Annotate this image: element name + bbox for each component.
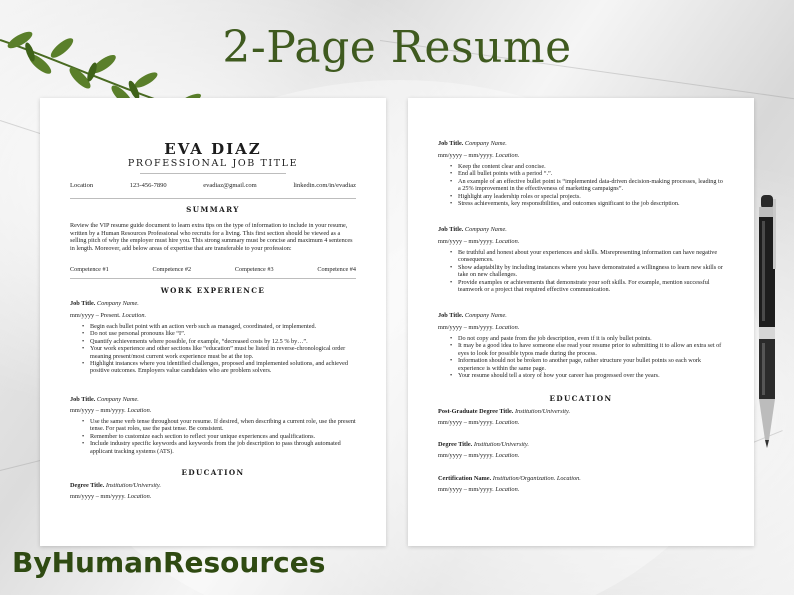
job-title: Job Title. bbox=[438, 226, 464, 233]
pen-icon bbox=[752, 195, 782, 450]
work-experience-heading: WORK EXPERIENCE bbox=[160, 286, 266, 295]
contact-location: Location bbox=[70, 182, 94, 189]
brand-name: ByHumanResources bbox=[12, 546, 326, 579]
job-title: Job Title. bbox=[70, 396, 96, 403]
job-dates-line bbox=[438, 238, 519, 245]
job-bullets bbox=[80, 323, 356, 375]
education-title-line bbox=[70, 482, 161, 489]
divider bbox=[70, 278, 356, 279]
bullet-item: • Keep the content clear and concise. bbox=[448, 163, 724, 170]
competence-item: Competence #2 bbox=[152, 266, 192, 273]
bullet-item: • Your resume should tell a story of how your career has progressed over the years. bbox=[448, 372, 724, 379]
institution: Institution/University. bbox=[105, 482, 161, 489]
resume-job-title: PROFESSIONAL JOB TITLE bbox=[127, 158, 299, 169]
bullet-item: • It may be a good idea to have someone else read your resume prior to submitting it to allow an extra set of eyes to look for possible typos made during the process. bbox=[448, 342, 724, 357]
bullet-item: • An example of an effective bullet point is “implemented data-driven decision-making processes, leading to a 25% improvement in the effectiveness of marketing campaigns”. bbox=[448, 178, 724, 193]
job-dates: mm/yyyy – Present. bbox=[70, 312, 121, 319]
bullet-item: • Your work experience and other sections like “education” must be listed in reverse-chronological order meaning present/most current work experience must be at the top. bbox=[80, 345, 356, 360]
resume-page-2 bbox=[408, 98, 754, 546]
institution: Institution/University. bbox=[473, 441, 529, 448]
company-name: Company Name. bbox=[96, 300, 139, 307]
institution: Institution/University. bbox=[514, 408, 571, 415]
bullet-item: • Quantify achievements where possible, for example, “decreased costs by 12.5 % by…”. bbox=[80, 338, 356, 345]
education-dates: mm/yyyy – mm/yyyy. bbox=[70, 493, 126, 500]
job-title: Job Title. bbox=[70, 300, 96, 307]
job-location: Location. bbox=[495, 238, 520, 245]
job-title: Job Title. bbox=[438, 312, 464, 319]
education-dates: mm/yyyy – mm/yyyy. bbox=[438, 486, 494, 493]
headline-title: 2-Page Resume bbox=[222, 22, 572, 73]
job-title-line bbox=[438, 312, 507, 319]
job-bullets bbox=[80, 418, 356, 455]
education-dates: mm/yyyy – mm/yyyy. bbox=[438, 452, 494, 459]
resume-page-1 bbox=[40, 98, 386, 546]
bullet-item: • Remember to customize each section to reflect your unique experiences and qualifications. bbox=[80, 433, 356, 440]
bullet-item: • Do not copy and paste from the job description, even if it is only bullet points. bbox=[448, 335, 724, 342]
education-dates-line bbox=[438, 452, 519, 459]
job-title-line bbox=[70, 300, 139, 307]
certification-title: Certification Name. bbox=[438, 475, 492, 482]
education-dates-line bbox=[438, 419, 519, 426]
bullet-item: • Use the same verb tense throughout your resume. If desired, when describing a current role, use the present tense. For past roles, use the past tense. Be consistent. bbox=[80, 418, 356, 433]
job-dates-line bbox=[438, 324, 519, 331]
company-name: Company Name. bbox=[464, 226, 507, 233]
education-location: Location. bbox=[495, 419, 520, 426]
job-dates-line bbox=[70, 407, 151, 414]
bullet-item: • Highlight any leadership roles or special projects. bbox=[448, 193, 724, 200]
job-location: Location. bbox=[127, 407, 152, 414]
job-dates: mm/yyyy – mm/yyyy. bbox=[438, 324, 494, 331]
summary-heading: SUMMARY bbox=[186, 205, 240, 214]
job-dates: mm/yyyy – mm/yyyy. bbox=[438, 152, 494, 159]
summary-text: Review the VIP resume guide document to learn extra tips on the type of information to include in your resume, written by a Human Resources Professional who recruits for a living. This first section should be viewed as a selling pitch of why the employer must hire you. This strong summary must be concise and maximum 4 sentences in length. Moreover, add below areas of expertise that are transferable to your profession: bbox=[70, 222, 353, 252]
education-dates-line bbox=[70, 493, 151, 500]
job-title-line bbox=[438, 226, 507, 233]
education-dates-line bbox=[438, 486, 519, 493]
competence-item: Competence #1 bbox=[70, 266, 109, 273]
divider bbox=[70, 198, 356, 199]
competence-item: Competence #4 bbox=[317, 266, 356, 273]
job-bullets bbox=[448, 335, 724, 379]
job-location: Location. bbox=[122, 312, 147, 319]
bullet-item: • Information should not be broken to another page, rather structure your bullet points so each work experience is within the same page. bbox=[448, 357, 724, 372]
bullet-item: • End all bullet points with a period “.”. bbox=[448, 170, 724, 177]
education-location: Location. bbox=[127, 493, 152, 500]
job-bullets bbox=[448, 249, 724, 293]
competences-row bbox=[70, 266, 356, 273]
education-location: Location. bbox=[495, 452, 520, 459]
education-title-line bbox=[438, 408, 570, 415]
job-dates-line bbox=[70, 312, 146, 319]
contact-phone: 123-456-7890 bbox=[129, 182, 167, 189]
bullet-item: • Show adaptability by including instances where you have demonstrated a willingness to learn new skills or take on new challenges. bbox=[448, 264, 724, 279]
degree-title: Degree Title. bbox=[438, 441, 473, 448]
bullet-item: • Do not use personal pronouns like “I”. bbox=[80, 330, 356, 337]
bullet-item: • Be truthful and honest about your experiences and skills. Misrepresenting information can have negative consequences. bbox=[448, 249, 724, 264]
education-title-line bbox=[438, 475, 581, 482]
resume-name: EVA DIAZ bbox=[164, 140, 262, 158]
bullet-item: • Provide examples or achievements that demonstrate your soft skills. For example, mention successful teamwork or a project that required effective communication. bbox=[448, 279, 724, 294]
contact-row bbox=[70, 182, 356, 194]
education-title-line bbox=[438, 441, 529, 448]
divider bbox=[140, 173, 286, 174]
job-dates: mm/yyyy – mm/yyyy. bbox=[438, 238, 494, 245]
company-name: Company Name. bbox=[464, 140, 507, 147]
institution: Institution/Organization. Location. bbox=[492, 475, 581, 482]
education-location: Location. bbox=[495, 486, 520, 493]
bullet-item: • Stress achievements, key responsibilities, and outcomes significant to the job description. bbox=[448, 200, 724, 207]
job-location: Location. bbox=[495, 324, 520, 331]
job-dates: mm/yyyy – mm/yyyy. bbox=[70, 407, 126, 414]
job-dates-line bbox=[438, 152, 519, 159]
job-bullets bbox=[448, 163, 724, 207]
education-dates: mm/yyyy – mm/yyyy. bbox=[438, 419, 494, 426]
bullet-item: • Highlight instances where you identified challenges, proposed and implemented solutions, and achieved positive outcomes. Employers value candidates who are problem solvers. bbox=[80, 360, 356, 375]
company-name: Company Name. bbox=[96, 396, 139, 403]
degree-title: Post-Graduate Degree Title. bbox=[438, 408, 514, 415]
degree-title: Degree Title. bbox=[70, 482, 105, 489]
bullet-item: • Include industry specific keywords and keywords from the job description to pass through automated applicant tracking systems (ATS). bbox=[80, 440, 356, 455]
job-title: Job Title. bbox=[438, 140, 464, 147]
job-title-line bbox=[70, 396, 139, 403]
job-title-line bbox=[438, 140, 507, 147]
education-heading: EDUCATION bbox=[181, 468, 245, 477]
contact-linkedin: linkedin.com/in/evadiaz bbox=[293, 182, 356, 189]
contact-email: evadiaz@gmail.com bbox=[203, 182, 257, 189]
bullet-item: • Begin each bullet point with an action verb such as managed, coordinated, or implemented. bbox=[80, 323, 356, 330]
competence-item: Competence #3 bbox=[234, 266, 274, 273]
job-location: Location. bbox=[495, 152, 520, 159]
company-name: Company Name. bbox=[464, 312, 507, 319]
education-heading: EDUCATION bbox=[549, 394, 613, 403]
